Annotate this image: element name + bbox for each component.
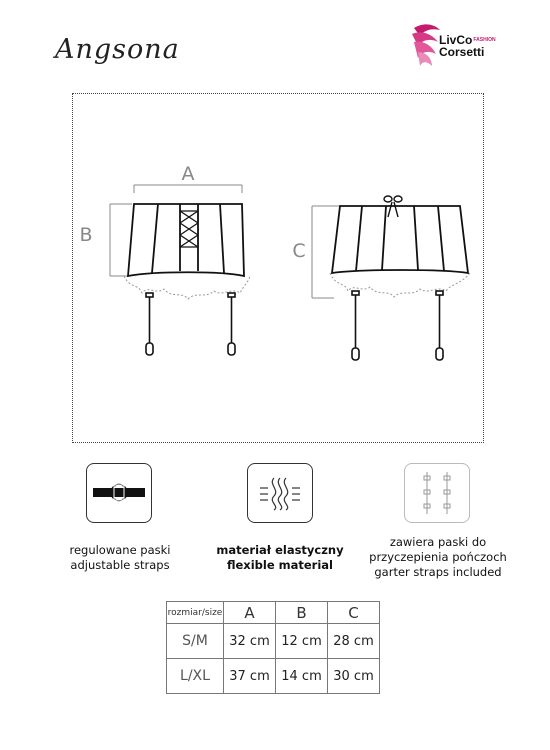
feature-caption-garter [355, 535, 521, 580]
size-table-header [167, 602, 380, 624]
feature-caption-line: regulowane paski [69, 543, 171, 557]
size-value: 32 cm [224, 624, 276, 659]
brand-line1: LivCo [439, 33, 473, 47]
stretch-wave-icon [248, 464, 312, 522]
dimension-b-label: B [79, 224, 93, 246]
size-value: 30 cm [328, 659, 380, 694]
garter-straps-tile [404, 463, 470, 523]
brand-line2: Corsetti [439, 45, 485, 59]
dimension-c-label: C [292, 240, 306, 262]
table-row [167, 624, 380, 659]
table-row [167, 659, 380, 694]
brand-tag: FASHION [473, 37, 496, 43]
adjustable-straps-tile [86, 463, 152, 523]
back-lace-trim [330, 273, 470, 297]
brand-logo [410, 20, 520, 72]
back-garters [352, 291, 443, 360]
feature-caption-line: adjustable straps [70, 558, 170, 572]
size-label: L/XL [167, 659, 224, 694]
size-value: 14 cm [276, 659, 328, 694]
front-lace-trim [124, 276, 250, 299]
feature-caption-adjustable [50, 543, 190, 573]
feature-caption-line: zawiera paski do [389, 535, 487, 549]
feature-caption-flexible [205, 543, 355, 573]
size-value: 37 cm [224, 659, 276, 694]
product-name: Angsona [55, 34, 180, 65]
dimension-c-line [312, 206, 340, 298]
garter-strap-icon [405, 464, 469, 522]
size-value: 28 cm [328, 624, 380, 659]
dimension-a-label: A [181, 163, 195, 185]
garter-belt-diagram [72, 93, 484, 443]
flexible-material-tile [247, 463, 313, 523]
back-view [312, 196, 470, 360]
size-table [166, 601, 380, 694]
column-header-b: B [276, 602, 328, 624]
adjustable-strap-icon [87, 464, 151, 522]
feature-caption-line: garter straps included [374, 565, 502, 579]
column-header-a: A [224, 602, 276, 624]
dimension-a-line [134, 185, 242, 193]
feature-caption-line: materiał elastyczny [216, 543, 344, 557]
feature-caption-line: flexible material [226, 558, 333, 572]
size-value: 12 cm [276, 624, 328, 659]
feature-caption-line: przyczepienia pończoch [369, 550, 507, 564]
front-lacing [180, 211, 198, 247]
front-garters [146, 293, 235, 355]
size-header-label: rozmiar/size [167, 602, 224, 624]
size-label: S/M [167, 624, 224, 659]
brand-wordmark [439, 34, 496, 58]
front-view [110, 185, 250, 355]
column-header-c: C [328, 602, 380, 624]
